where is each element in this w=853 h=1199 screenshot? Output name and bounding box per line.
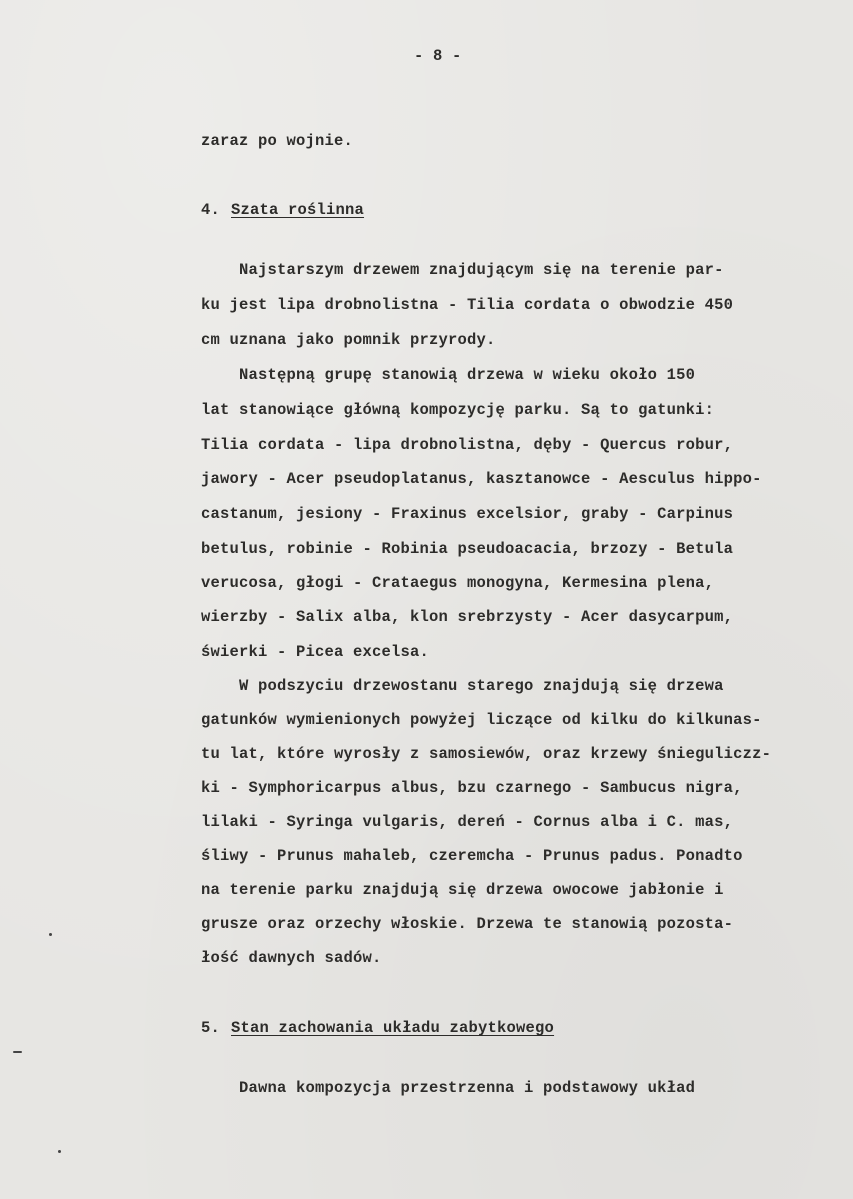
page-number: - 8 - xyxy=(414,47,462,65)
body-line: na terenie parku znajdują się drzewa owocowe jabłonie i xyxy=(201,881,724,899)
body-line: tu lat, które wyrosły z samosiewów, oraz krzewy śnieguliczz- xyxy=(201,745,772,763)
body-line: ki - Symphoricarpus albus, bzu czarnego - Sambucus nigra, xyxy=(201,779,743,797)
section-4-number: 4. xyxy=(201,201,221,219)
body-line: verucosa, głogi - Crataegus monogyna, Kermesina plena, xyxy=(201,574,715,592)
opening-line: zaraz po wojnie. xyxy=(201,132,354,150)
body-line: ku jest lipa drobnolistna - Tilia cordata o obwodzie 450 xyxy=(201,296,734,314)
body-line: świerki - Picea excelsa. xyxy=(201,643,430,661)
scan-speck xyxy=(58,1150,61,1153)
body-line: W podszyciu drzewostanu starego znajdują się drzewa xyxy=(201,677,724,695)
section-5-heading: Stan zachowania układu zabytkowego xyxy=(231,1019,555,1037)
body-line: castanum, jesiony - Fraxinus excelsior, graby - Carpinus xyxy=(201,505,734,523)
body-line: śliwy - Prunus mahaleb, czeremcha - Prunus padus. Ponadto xyxy=(201,847,743,865)
scan-speck xyxy=(49,933,52,936)
body-line: Następną grupę stanowią drzewa w wieku około 150 xyxy=(201,366,696,384)
body-line: cm uznana jako pomnik przyrody. xyxy=(201,331,496,349)
section-5-number: 5. xyxy=(201,1019,221,1037)
body-line: łość dawnych sadów. xyxy=(201,949,382,967)
body-line: jawory - Acer pseudoplatanus, kasztanowce - Aesculus hippo- xyxy=(201,470,762,488)
body-line: grusze oraz orzechy włoskie. Drzewa te stanowią pozosta- xyxy=(201,915,734,933)
body-line: lat stanowiące główną kompozycję parku. Są to gatunki: xyxy=(201,401,715,419)
body-line: wierzby - Salix alba, klon srebrzysty - Acer dasycarpum, xyxy=(201,608,734,626)
body-line: lilaki - Syringa vulgaris, dereń - Cornus alba i C. mas, xyxy=(201,813,734,831)
body-line: Najstarszym drzewem znajdującym się na terenie par- xyxy=(201,261,724,279)
body-line: Tilia cordata - lipa drobnolistna, dęby - Quercus robur, xyxy=(201,436,734,454)
body-line: betulus, robinie - Robinia pseudoacacia, brzozy - Betula xyxy=(201,540,734,558)
body-line: gatunków wymienionych powyżej liczące od kilku do kilkunas- xyxy=(201,711,762,729)
body-line: Dawna kompozycja przestrzenna i podstawowy układ xyxy=(201,1079,696,1097)
scan-speck xyxy=(13,1051,22,1053)
section-4-heading: Szata roślinna xyxy=(231,201,365,219)
